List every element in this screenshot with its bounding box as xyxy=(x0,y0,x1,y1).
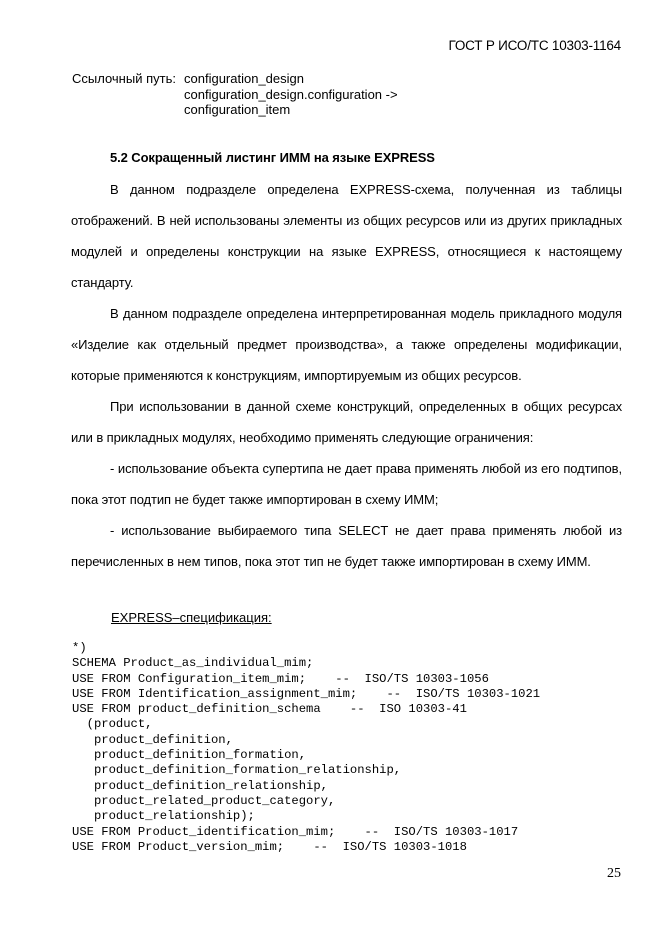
reference-path-line: configuration_item xyxy=(184,102,291,117)
section-heading: 5.2 Сокращенный листинг ИММ на языке EXPRESS xyxy=(110,150,435,165)
code-line: USE FROM Product_version_mim; -- ISO/TS 10303-1018 xyxy=(72,839,467,854)
code-line: SCHEMA Product_as_individual_mim; xyxy=(72,656,314,671)
paragraph: В данном подразделе определена интерпретированная модель прикладного модуля «Изделие как отдельный предмет производства», а также определены модификации, которые применяются к конструкциям, импортируемым из общих ресурсов. xyxy=(71,306,622,383)
code-line: USE FROM Identification_assignment_mim; -- ISO/TS 10303-1021 xyxy=(72,686,541,701)
code-line: *) xyxy=(72,641,87,655)
code-line: (product, xyxy=(72,717,153,732)
code-line: product_definition, xyxy=(72,732,233,747)
code-line: product_relationship); xyxy=(72,809,255,824)
list-item: - использование выбираемого типа SELECT не дает права применять любой из перечисленных в нем типов, пока этот тип не будет также импортирован в схему ИММ. xyxy=(71,523,622,569)
code-line: product_definition_formation, xyxy=(72,748,307,763)
reference-path xyxy=(72,71,398,118)
paragraph: В данном подразделе определена EXPRESS-схема, полученная из таблицы отображений. В ней использованы элементы из общих ресурсов или из других прикладных модулей и определены конструкции на языке EXPRESS, относящиеся к настоящему стандарту. xyxy=(71,182,622,290)
express-code-listing xyxy=(72,641,540,855)
code-line: USE FROM product_definition_schema -- ISO 10303-41 xyxy=(72,702,467,717)
code-line: product_related_product_category, xyxy=(72,793,336,808)
paragraph: При использовании в данной схеме конструкций, определенных в общих ресурсах или в прикладных модулях, необходимо применять следующие ограничения: xyxy=(71,399,622,445)
code-line: product_definition_relationship, xyxy=(72,778,328,793)
list-item: - использование объекта супертипа не дает права применять любой из его подтипов, пока этот подтип не будет также импортирован в схему ИММ; xyxy=(71,461,622,507)
reference-path-label: Ссылочный путь: xyxy=(72,71,176,86)
code-line: USE FROM Product_identification_mim; -- ISO/TS 10303-1017 xyxy=(72,824,519,839)
document-header: ГОСТ Р ИСО/ТС 10303-1164 xyxy=(448,38,621,53)
page-number: 25 xyxy=(607,866,621,881)
reference-path-line: configuration_design.configuration -> xyxy=(184,86,398,102)
body-text xyxy=(71,174,622,577)
code-line: product_definition_formation_relationship, xyxy=(72,763,402,778)
code-line: USE FROM Configuration_item_mim; -- ISO/TS 10303-1056 xyxy=(72,671,489,686)
express-spec-label: EXPRESS–спецификация: xyxy=(111,610,272,625)
reference-path-line: configuration_design xyxy=(184,71,304,86)
